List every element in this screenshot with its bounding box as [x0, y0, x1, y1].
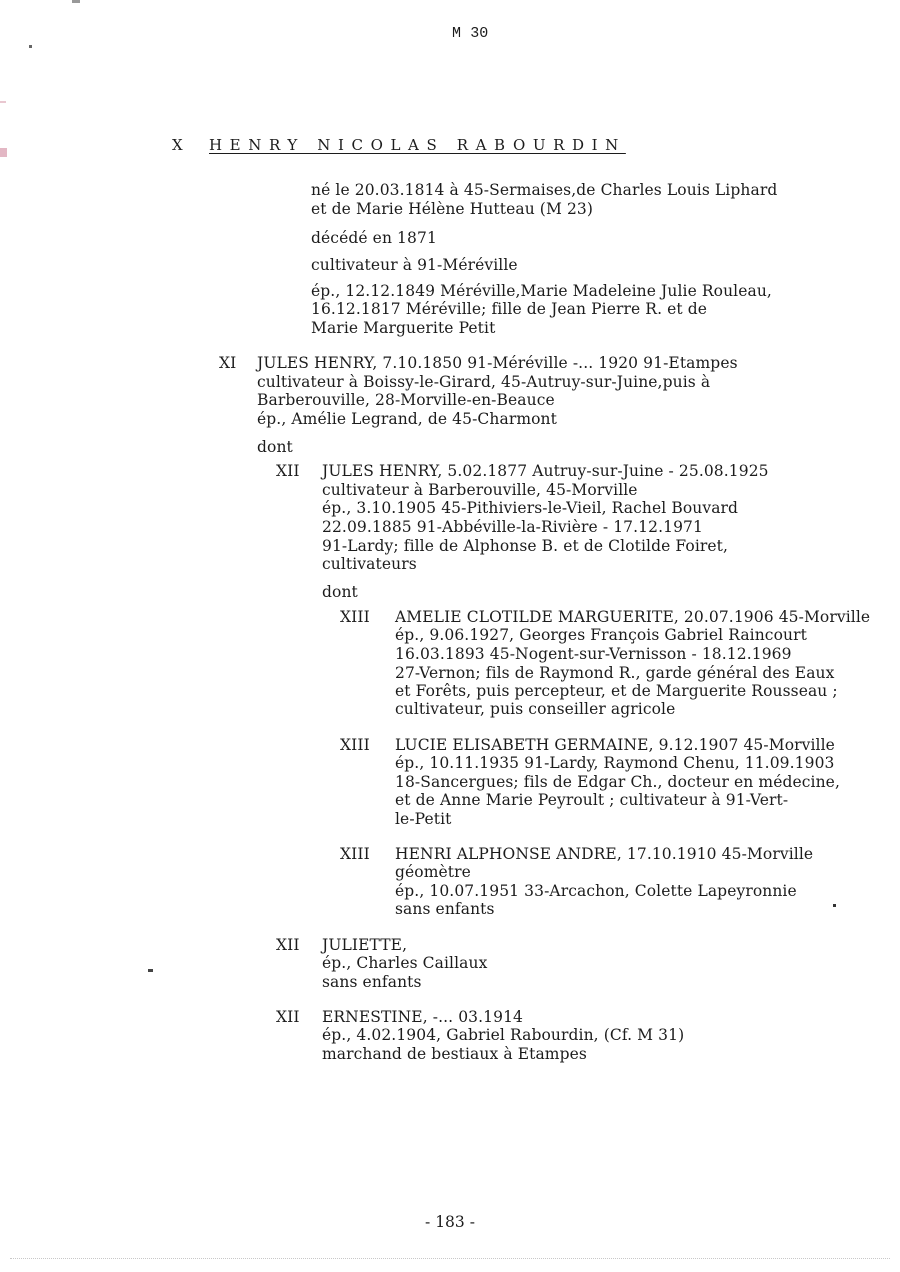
- scan-mark: [0, 148, 7, 157]
- text-line: et de Anne Marie Peyroult ; cultivateur à 91-Vert-: [395, 791, 789, 809]
- text-line: et de Marie Hélène Hutteau (M 23): [311, 200, 594, 218]
- text-line: né le 20.03.1814 à 45-Sermaises,de Charles Louis Liphard: [311, 181, 778, 199]
- generation-numeral: XIII: [340, 736, 370, 754]
- text-line: ép., 3.10.1905 45-Pithiviers-le-Vieil, Rachel Bouvard: [322, 499, 739, 517]
- scan-mark: [10, 1258, 890, 1259]
- text-line: ép., 10.07.1951 33-Arcachon, Colette Lapeyronnie: [395, 882, 797, 900]
- scan-mark: [29, 45, 32, 48]
- text-line: JULES HENRY, 7.10.1850 91-Méréville -... 1920 91-Etampes: [257, 354, 738, 372]
- text-line: 91-Lardy; fille de Alphonse B. et de Clotilde Foiret,: [322, 537, 729, 555]
- page-reference: M 30: [452, 25, 489, 42]
- generation-numeral: XI: [219, 354, 237, 372]
- text-line: ERNESTINE, -... 03.1914: [322, 1008, 524, 1026]
- text-line: 27-Vernon; fils de Raymond R., garde général des Eaux: [395, 664, 835, 682]
- text-line: cultivateur, puis conseiller agricole: [395, 700, 676, 718]
- scan-mark: [833, 904, 836, 907]
- generation-numeral: XIII: [340, 845, 370, 863]
- scan-mark: [148, 969, 153, 972]
- generation-numeral: X: [172, 136, 183, 154]
- text-line: dont: [257, 438, 293, 456]
- text-line: cultivateur à Barberouville, 45-Morville: [322, 481, 638, 499]
- text-line: 22.09.1885 91-Abbéville-la-Rivière - 17.12.1971: [322, 518, 703, 536]
- text-line: cultivateur à Boissy-le-Girard, 45-Autruy-sur-Juine,puis à: [257, 373, 711, 391]
- text-line: 16.12.1817 Méréville; fille de Jean Pierre R. et de: [311, 300, 708, 318]
- text-line: cultivateur à 91-Méréville: [311, 256, 518, 274]
- text-line: et Forêts, puis percepteur, et de Marguerite Rousseau ;: [395, 682, 838, 700]
- generation-numeral: XII: [276, 1008, 300, 1026]
- scan-mark: [0, 101, 6, 103]
- person-name-heading: HENRY NICOLAS RABOURDIN: [209, 136, 626, 154]
- text-line: décédé en 1871: [311, 229, 437, 247]
- generation-numeral: XII: [276, 936, 300, 954]
- text-line: HENRI ALPHONSE ANDRE, 17.10.1910 45-Morville: [395, 845, 814, 863]
- text-line: Barberouville, 28-Morville-en-Beauce: [257, 391, 555, 409]
- text-line: dont: [322, 583, 358, 601]
- text-line: le-Petit: [395, 810, 452, 828]
- text-line: 16.03.1893 45-Nogent-sur-Vernisson - 18.12.1969: [395, 645, 792, 663]
- page-number: - 183 -: [425, 1213, 475, 1231]
- text-line: ép., 10.11.1935 91-Lardy, Raymond Chenu, 11.09.1903: [395, 754, 835, 772]
- text-line: AMELIE CLOTILDE MARGUERITE, 20.07.1906 45-Morville: [395, 608, 871, 626]
- text-line: ép., 12.12.1849 Méréville,Marie Madeleine Julie Rouleau,: [311, 282, 772, 300]
- text-line: LUCIE ELISABETH GERMAINE, 9.12.1907 45-Morville: [395, 736, 835, 754]
- text-line: ép., Amélie Legrand, de 45-Charmont: [257, 410, 557, 428]
- text-line: marchand de bestiaux à Etampes: [322, 1045, 587, 1063]
- text-line: 18-Sancergues; fils de Edgar Ch., docteur en médecine,: [395, 773, 840, 791]
- text-line: sans enfants: [322, 973, 422, 991]
- text-line: JULES HENRY, 5.02.1877 Autruy-sur-Juine - 25.08.1925: [322, 462, 769, 480]
- scan-mark: [72, 0, 80, 3]
- text-line: Marie Marguerite Petit: [311, 319, 496, 337]
- text-line: sans enfants: [395, 900, 495, 918]
- text-line: JULIETTE,: [322, 936, 408, 954]
- text-line: cultivateurs: [322, 555, 417, 573]
- text-line: ép., 9.06.1927, Georges François Gabriel Raincourt: [395, 626, 807, 644]
- generation-numeral: XIII: [340, 608, 370, 626]
- generation-numeral: XII: [276, 462, 300, 480]
- text-line: ép., 4.02.1904, Gabriel Rabourdin, (Cf. M 31): [322, 1026, 685, 1044]
- text-line: ép., Charles Caillaux: [322, 954, 488, 972]
- text-line: géomètre: [395, 863, 471, 881]
